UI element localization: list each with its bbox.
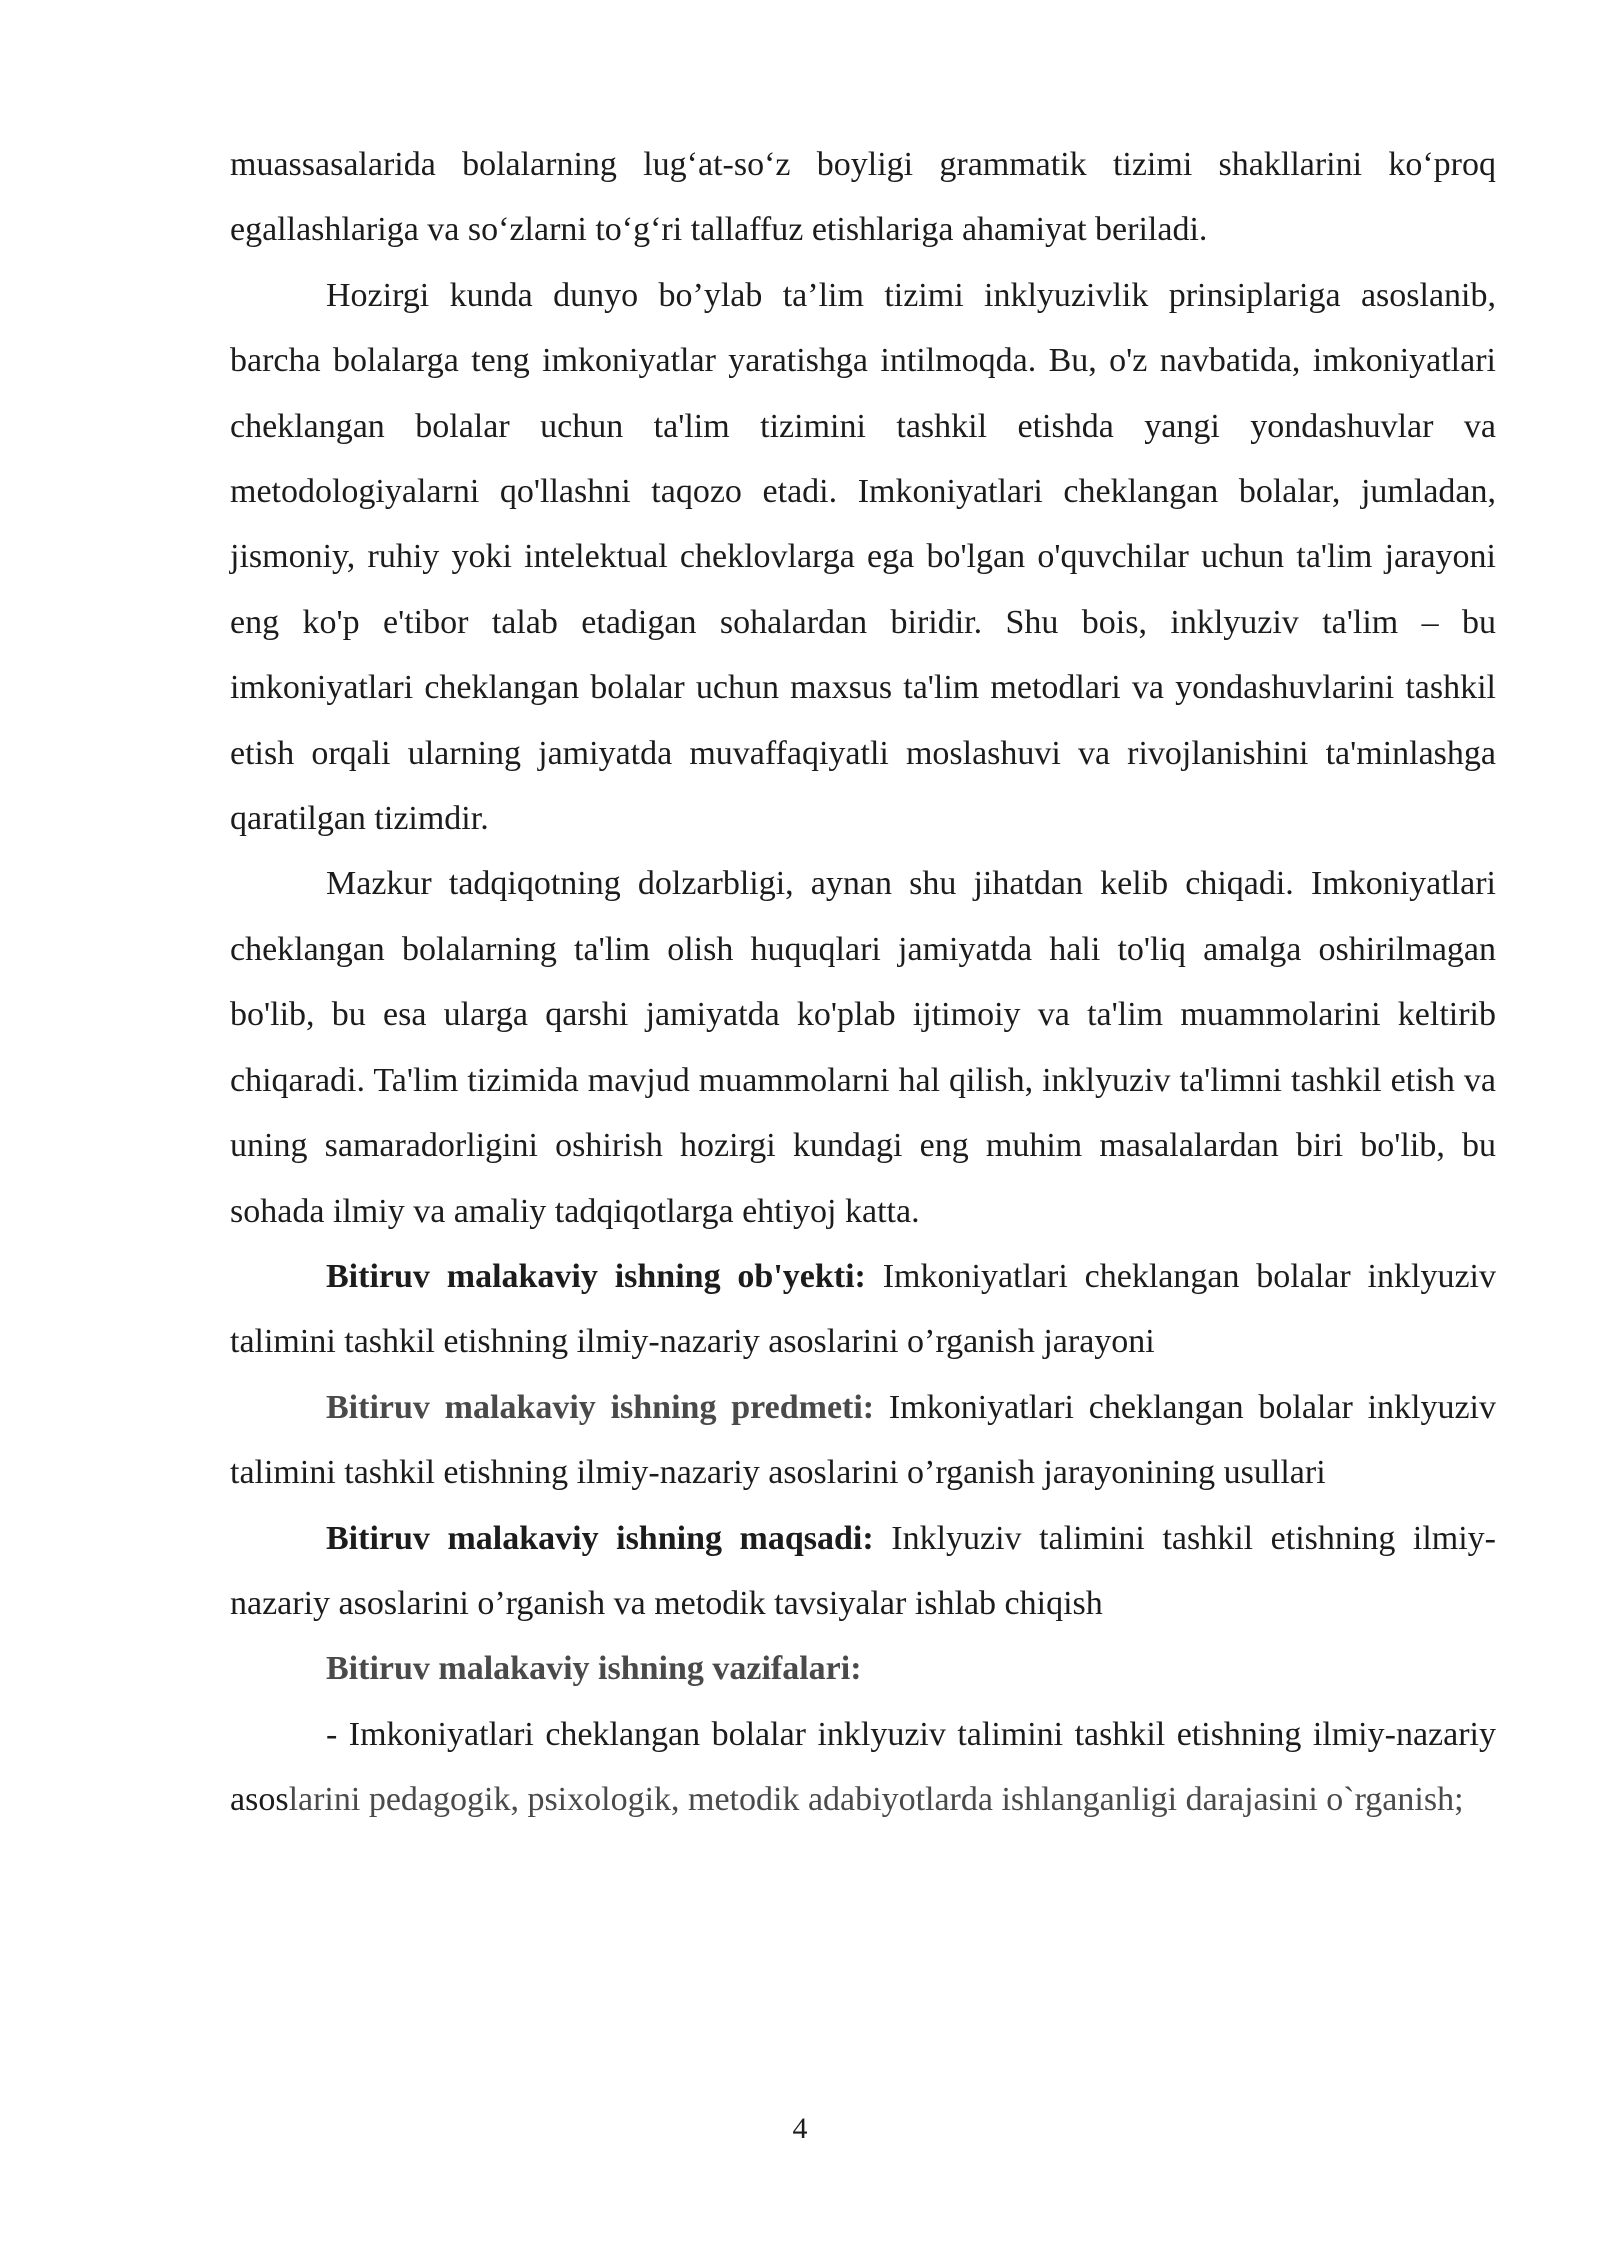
research-task-item-start: - Imkoniyatlari cheklangan bolalar inklyuziv talimini tashkil etishning ilmiy-nazariy asos: [230, 1715, 1496, 1819]
research-object-text: Imkoniyatlari cheklangan bolalar inklyuziv talimini tashkil etishning ilmiy-nazariy asoslarini o’rganish jarayoni: [230, 1257, 1496, 1361]
research-goal: [230, 1506, 1496, 1637]
page-number: 4: [792, 2112, 808, 2145]
research-task-item: [230, 1702, 1496, 1833]
research-object-label: Bitiruv malakaviy ishning ob'yekti:: [326, 1257, 866, 1295]
research-task-item-end: larini pedagogik, psixologik, metodik adabiyotlarda ishlanganligi darajasini o`rganish;: [288, 1781, 1464, 1819]
research-subject-label: Bitiruv malakaviy ishning predmeti:: [326, 1388, 875, 1426]
paragraph-intro-continuation: muassasalarida bolalarning lug‘at-so‘z boyligi grammatik tizimi shakllarini ko‘proq egallashlariga va so‘zlarni to‘g‘ri tallaffuz etishlariga ahamiyat beriladi.: [230, 146, 1496, 249]
research-goal-label: Bitiruv malakaviy ishning maqsadi:: [326, 1519, 874, 1557]
document-page: [230, 132, 1496, 1833]
research-subject-text: Imkoniyatlari cheklangan bolalar inklyuziv talimini tashkil etishning ilmiy-nazariy asoslarini o’rganish jarayonining usullari: [230, 1388, 1496, 1492]
research-object: [230, 1244, 1496, 1375]
research-subject: [230, 1375, 1496, 1506]
paragraph-inclusive-education: Hozirgi kunda dunyo bo’ylab ta’lim tizimi inklyuzivlik prinsiplariga asoslanib, barcha bolalarga teng imkoniyatlar yaratishga intilmoqda. Bu, o'z navbatida, imkoniyatlari cheklangan bolalar uchun ta'lim tizimini tashkil etishda yangi yondashuvlar va metodologiyalarni qo'llashni taqozo etadi. Imkoniyatlari cheklangan bolalar, jumladan, jismoniy, ruhiy yoki intelektual cheklovlarga ega bo'lgan o'quvchilar uchun ta'lim jarayoni eng ko'p e'tibor talab etadigan sohalardan biridir. Shu bois, inklyuziv ta'lim – bu imkoniyatlari cheklangan bolalar uchun maxsus ta'lim metodlari va yondashuvlarini tashkil etish orqali ularning jamiyatda muvaffaqiyatli moslashuvi va rivojlanishini ta'minlashga qaratilgan tizimdir.: [230, 276, 1496, 838]
paragraph-relevance: Mazkur tadqiqotning dolzarbligi, aynan shu jihatdan kelib chiqadi. Imkoniyatlari cheklangan bolalarning ta'lim olish huquqlari jamiyatda hali to'liq amalga oshirilmagan bo'lib, bu esa ularga qarshi jamiyatda ko'plab ijtimoiy va ta'lim muammolarini keltirib chiqaradi. Ta'lim tizimida mavjud muammolarni hal qilish, inklyuziv ta'limni tashkil etish va uning samaradorligini oshirish hozirgi kundagi eng muhim masalalardan biri bo'lib, bu sohada ilmiy va amaliy tadqiqotlarga ehtiyoj katta.: [230, 865, 1496, 1230]
research-goal-text: Inklyuziv talimini tashkil etishning ilmiy-nazariy asoslarini o’rganish va metodik tavsiyalar ishlab chiqish: [230, 1519, 1496, 1622]
research-tasks-label: Bitiruv malakaviy ishning vazifalari:: [326, 1650, 862, 1688]
research-tasks-heading: [230, 1636, 1496, 1701]
